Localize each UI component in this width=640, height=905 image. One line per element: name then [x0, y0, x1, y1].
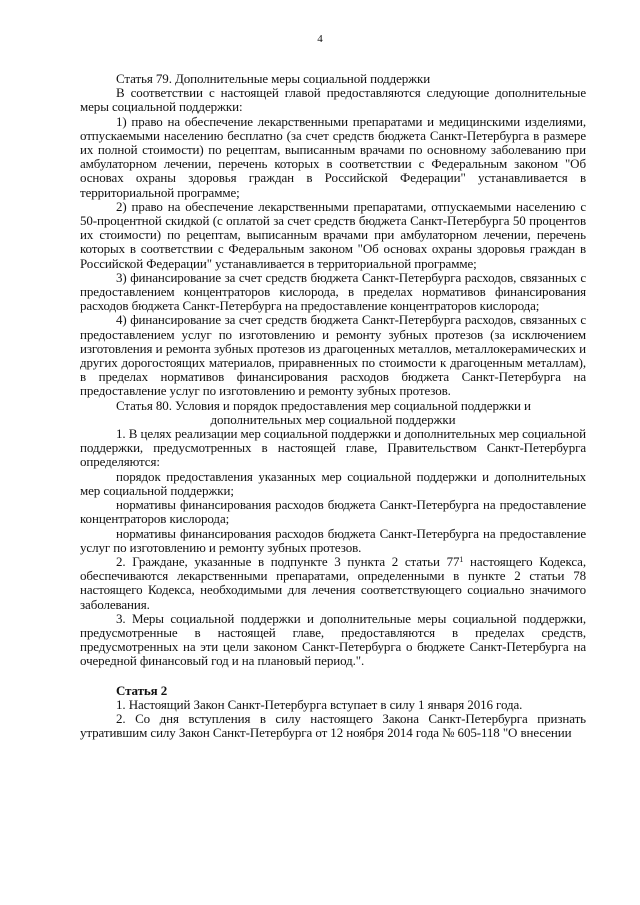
article-79-item-1: 1) право на обеспечение лекарственными препаратами и медицинскими изделиями, отпускаемыми населению бесплатно (за счет средств бюджета Санкт-Петербурга в размере их полной стоимости) по рецептам, выписанным врачами по основному заболеванию при амбулаторном лечении, перечень которых в соответствии с Федеральным законом "Об основах охраны здоровья граждан в Российской Федерации" устанавливается в территориальной программе; [80, 113, 586, 200]
article-2-paragraph-2: 2. Со дня вступления в силу настоящего Закона Санкт-Петербурга признать утратившим силу Закон Санкт-Петербурга от 12 ноября 2014 года № 605-118 "О внесении [80, 710, 586, 741]
article-79-item-3: 3) финансирование за счет средств бюджета Санкт-Петербурга расходов, связанных с предоставлением концентраторов кислорода, в пределах нормативов финансирования расходов бюджета Санкт-Петербурга на предоставление концентраторов кислорода; [80, 269, 586, 314]
spacer [80, 669, 586, 684]
article-80-paragraph-2-start: 2. Граждане, указанные в подпункте 3 пункта 2 статьи 77 [116, 553, 460, 569]
article-80-list-item-3: нормативы финансирования расходов бюджета Санкт-Петербурга на предоставление услуг по изготовлению и ремонту зубных протезов. [80, 525, 586, 555]
article-80-paragraph-1: 1. В целях реализации мер социальной поддержки и дополнительных мер социальной поддержки, предусмотренных в настоящей главе, Правительством Санкт-Петербурга определяются: [80, 426, 586, 470]
article-79-heading: Статья 79. Дополнительные меры социальной поддержки [116, 71, 431, 86]
article-79-item-4: 4) финансирование за счет средств бюджета Санкт-Петербурга расходов, связанных с предоставлением услуг по изготовлению и ремонту зубных протезов (за исключением изготовления и ремонта зубных протезов из драгоценных металлов, металлокерамических и других дорогостоящих материалов, приравненных по стоимости к драгоценным металлам), в пределах нормативов финансирования расходов бюджета Санкт-Петербурга на предоставление услуг по изготовлению и ремонту зубных протезов. [80, 312, 586, 399]
article-80-list-item-2: нормативы финансирования расходов бюджета Санкт-Петербурга на предоставление концентраторов кислорода; [80, 497, 586, 527]
superscript: 1 [459, 554, 464, 564]
article-79-intro: В соответствии с настоящей главой предоставляются следующие дополнительные меры социальной поддержки: [80, 85, 586, 115]
article-80-paragraph-2 [80, 555, 586, 612]
article-2-paragraph-1: 1. Настоящий Закон Санкт-Петербурга вступает в силу 1 января 2016 года. [116, 696, 523, 712]
page-number: 4 [317, 33, 323, 45]
article-80-heading-line-2: дополнительных мер социальной поддержки [210, 411, 456, 427]
article-80-paragraph-3: 3. Меры социальной поддержки и дополнительные меры социальной поддержки, предусмотренные в настоящей главе, предоставляются в пределах средств, предусмотренных на эти цели законом Санкт-Петербурга о бюджете Санкт-Петербурга на очередной финансовый год и на плановый период.". [80, 610, 586, 669]
article-80-heading-line-1: Статья 80. Условия и порядок предоставления мер социальной поддержки и [116, 397, 531, 413]
document-body [80, 72, 586, 740]
article-2-heading: Статья 2 [116, 682, 168, 698]
article-80-list-item-1: порядок предоставления указанных мер социальной поддержки и дополнительных мер социальной поддержки; [80, 468, 586, 498]
article-80-paragraph-2-end: настоящего Кодекса, обеспечиваются лекарственными препаратами, определенными в пункте 2 статьи 78 настоящего Кодекса, необходимыми для лечения соответствующего социально значимого заболевания. [80, 553, 586, 612]
article-79-item-2: 2) право на обеспечение лекарственными препаратами, отпускаемыми населению с 50-процентной скидкой (с оплатой за счет средств бюджета Санкт-Петербурга 50 процентов их стоимости) по рецептам, выписанным врачами при амбулаторном лечении, перечень которых в соответствии с Федеральным законом "Об основах охраны здоровья граждан в Российской Федерации" устанавливается в территориальной программе; [80, 198, 586, 271]
